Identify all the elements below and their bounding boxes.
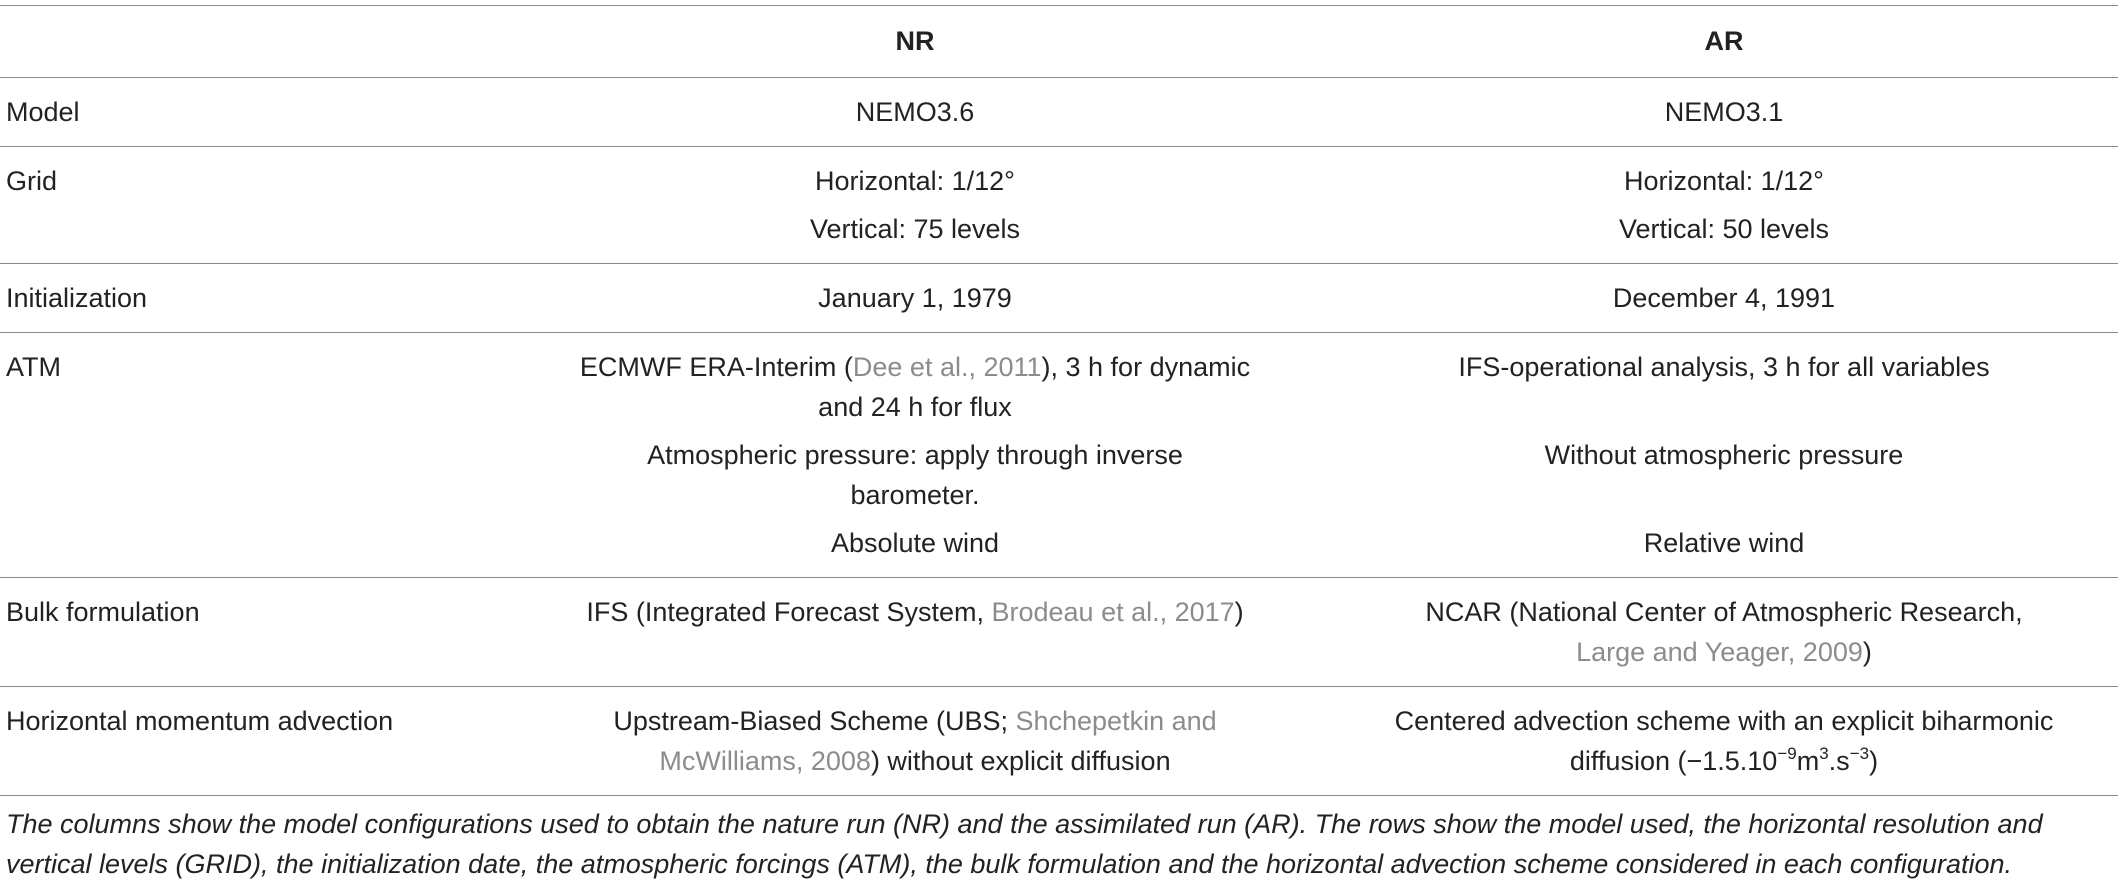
cell-text — [1330, 632, 2118, 672]
row-atm — [0, 333, 2118, 578]
cell-text: IFS-operational analysis, 3 h for all variables — [1458, 352, 1990, 382]
citation-link[interactable]: Dee et al., 2011 — [852, 352, 1042, 382]
row-label: Horizontal momentum advection — [0, 687, 500, 796]
text-fragment: Upstream-Biased Scheme (UBS; — [613, 706, 1016, 736]
cell-text: Without atmospheric pressure — [1544, 440, 1904, 470]
cell-text — [500, 347, 1330, 387]
row-initialization — [0, 264, 2118, 333]
text-fragment: IFS (Integrated Forecast System, — [586, 597, 992, 627]
cell-ar — [1330, 147, 2118, 264]
text-fragment: m — [1796, 746, 1820, 776]
citation-link[interactable]: Shchepetkin and — [1015, 706, 1217, 736]
superscript: 3 — [1819, 744, 1829, 763]
cell-ar — [1330, 578, 2118, 687]
text-fragment: ) without explicit diffusion — [870, 746, 1171, 776]
cell-nr — [500, 147, 1330, 264]
cell-text — [500, 592, 1330, 632]
row-label: Grid — [0, 147, 500, 264]
cell-nr — [500, 687, 1330, 796]
superscript: −9 — [1777, 744, 1797, 763]
spacer — [1330, 387, 2118, 427]
caption-line: vertical levels (GRID), the initialization date, the atmospheric forcings (ATM), the bulk formulation and the horizontal advection scheme considered in each configuration. — [6, 849, 2012, 879]
cell-ar: December 4, 1991 — [1330, 264, 2118, 333]
cell-text — [1330, 741, 2118, 781]
cell-nr: January 1, 1979 — [500, 264, 1330, 333]
cell-ar — [1330, 333, 2118, 578]
cell-text: Absolute wind — [830, 528, 1000, 558]
cell-text: Relative wind — [1643, 528, 1805, 558]
citation-link[interactable]: Large and Yeager, 2009 — [1576, 637, 1863, 667]
text-fragment: diffusion (−1.5.10 — [1569, 746, 1778, 776]
header-ar: AR — [1330, 6, 2118, 78]
row-label: Initialization — [0, 264, 500, 333]
row-model — [0, 78, 2118, 147]
row-label: ATM — [0, 333, 500, 578]
citation-link[interactable]: McWilliams, 2008 — [659, 746, 871, 776]
cell-text: Centered advection scheme with an explicit biharmonic — [1394, 706, 2054, 736]
text-fragment: ) — [1869, 746, 1879, 776]
text-fragment: ) — [1862, 637, 1872, 667]
spacer — [1330, 475, 2118, 515]
cell-nr — [500, 578, 1330, 687]
header-label-cell — [0, 6, 500, 78]
cell-ar: NEMO3.1 — [1330, 78, 2118, 147]
cell-text — [500, 741, 1330, 781]
header-row — [0, 6, 2118, 78]
cell-text: Horizontal: 1/12° — [815, 166, 1015, 196]
text-fragment: ECMWF ERA-Interim ( — [579, 352, 853, 382]
citation-link[interactable]: Brodeau et al., 2017 — [991, 597, 1235, 627]
row-bulk-formulation — [0, 578, 2118, 687]
table-caption — [6, 804, 2112, 884]
row-label: Bulk formulation — [0, 578, 500, 687]
cell-text: Vertical: 50 levels — [1618, 214, 1830, 244]
cell-text: Atmospheric pressure: apply through inverse — [647, 440, 1183, 470]
cell-text: barometer. — [850, 480, 980, 510]
configuration-table — [0, 5, 2118, 796]
caption-line: The columns show the model configurations used to obtain the nature run (NR) and the assimilated run (AR). The rows show the model used, the horizontal resolution and — [6, 809, 2043, 839]
superscript: −3 — [1849, 744, 1870, 763]
row-label: Model — [0, 78, 500, 147]
cell-text: and 24 h for flux — [818, 392, 1012, 422]
cell-text: Horizontal: 1/12° — [1624, 166, 1824, 196]
cell-nr — [500, 333, 1330, 578]
cell-text: Vertical: 75 levels — [809, 214, 1021, 244]
text-fragment: ) — [1234, 597, 1244, 627]
header-nr: NR — [500, 6, 1330, 78]
text-fragment: .s — [1828, 746, 1850, 776]
cell-text: NCAR (National Center of Atmospheric Research, — [1425, 597, 2023, 627]
text-fragment: ), 3 h for dynamic — [1041, 352, 1251, 382]
row-horizontal-momentum-advection — [0, 687, 2118, 796]
row-grid — [0, 147, 2118, 264]
cell-ar — [1330, 687, 2118, 796]
cell-nr: NEMO3.6 — [500, 78, 1330, 147]
cell-text — [500, 701, 1330, 741]
